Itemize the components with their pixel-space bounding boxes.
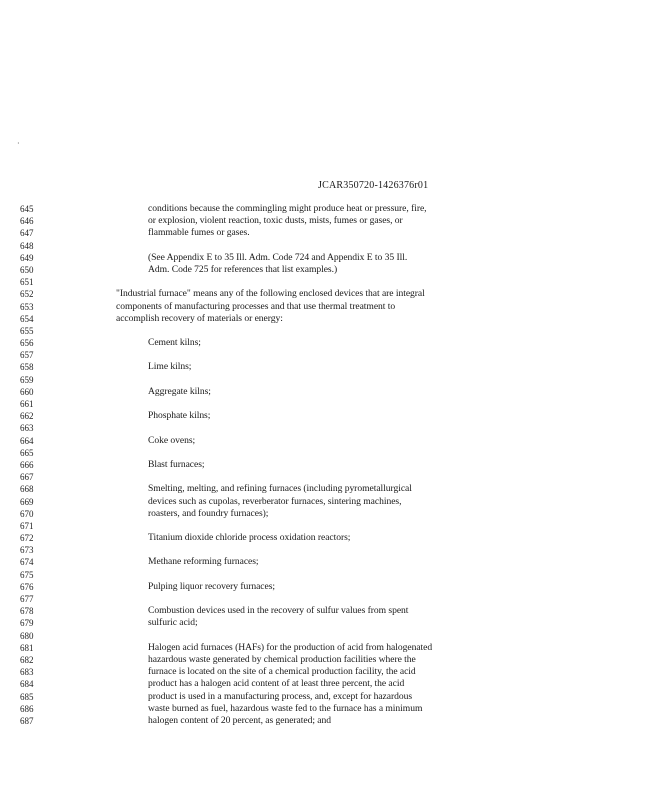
text-line	[0, 556, 671, 568]
line-number: 656	[20, 338, 34, 349]
text-line	[0, 569, 671, 581]
line-number: 682	[20, 654, 34, 665]
line-text: halogen content of 20 percent, as generated; and	[148, 714, 332, 726]
line-number: 664	[20, 435, 34, 446]
line-number: 661	[20, 399, 34, 409]
text-line	[0, 496, 671, 508]
line-number: 687	[20, 715, 34, 726]
line-text: Combustion devices used in the recovery of sulfur values from spent	[148, 605, 409, 617]
line-number: 677	[20, 594, 34, 604]
line-number: 680	[20, 630, 34, 641]
text-line	[0, 422, 671, 434]
line-number: 681	[20, 642, 34, 653]
text-line	[0, 459, 671, 471]
text-line	[0, 483, 671, 495]
line-text: Titanium dioxide chloride process oxidation reactors;	[148, 532, 351, 544]
text-line	[0, 301, 671, 313]
text-line	[0, 288, 671, 300]
line-text: furnace is located on the site of a chemical production facility, the acid	[148, 666, 416, 678]
text-line	[0, 666, 671, 678]
line-number: 655	[20, 325, 34, 336]
line-text: Phosphate kilns;	[148, 410, 211, 422]
line-text: roasters, and foundry furnaces);	[148, 507, 269, 519]
text-line	[0, 227, 671, 239]
line-number: 686	[20, 703, 34, 714]
text-line	[0, 374, 671, 386]
numbered-text-body	[0, 203, 671, 727]
line-text: accomplish recovery of materials or energy:	[116, 312, 283, 324]
line-text: sulfuric acid;	[148, 617, 198, 629]
line-text: "Industrial furnace" means any of the following enclosed devices that are integral	[116, 288, 425, 300]
line-text: waste burned as fuel, hazardous waste fed to the furnace has a minimum	[148, 702, 423, 714]
line-text: Aggregate kilns;	[148, 385, 211, 397]
text-line	[0, 532, 671, 544]
text-line	[0, 544, 671, 556]
line-text: product has a halogen acid content of at least three percent, the acid	[148, 678, 405, 690]
text-line	[0, 337, 671, 349]
text-line	[0, 313, 671, 325]
text-line	[0, 386, 671, 398]
line-number: 654	[20, 313, 34, 324]
text-line	[0, 471, 671, 483]
line-number: 659	[20, 374, 34, 385]
line-text: Adm. Code 725 for references that list examples.)	[148, 263, 338, 275]
text-line	[0, 642, 671, 654]
line-number: 668	[20, 484, 34, 495]
text-line	[0, 349, 671, 361]
document-id: JCAR350720-1426376r01	[318, 180, 429, 191]
text-line	[0, 410, 671, 422]
text-line	[0, 264, 671, 276]
line-text: components of manufacturing processes and that use thermal treatment to	[116, 300, 396, 312]
line-text: product is used in a manufacturing process, and, except for hazardous	[148, 690, 413, 702]
line-text: hazardous waste generated by chemical production facilities where the	[148, 653, 416, 665]
text-line	[0, 361, 671, 373]
line-text: Methane reforming furnaces;	[148, 556, 259, 568]
text-line	[0, 520, 671, 532]
text-line	[0, 203, 671, 215]
line-text: Halogen acid furnaces (HAFs) for the production of acid from halogenated	[148, 641, 433, 653]
line-number: 657	[20, 350, 34, 361]
line-number: 652	[20, 289, 34, 300]
text-line	[0, 691, 671, 703]
line-number: 669	[20, 496, 34, 507]
text-line	[0, 715, 671, 727]
line-text: Lime kilns;	[148, 361, 192, 373]
line-number: 672	[20, 533, 34, 544]
line-text: (See Appendix E to 35 Ill. Adm. Code 724 and Appendix E to 35 Ill.	[148, 251, 408, 263]
text-line	[0, 240, 671, 252]
text-line	[0, 276, 671, 288]
line-number: 678	[20, 606, 34, 617]
line-text: Blast furnaces;	[148, 458, 205, 470]
line-number: 647	[20, 228, 34, 239]
line-number: 646	[20, 216, 34, 227]
text-line	[0, 447, 671, 459]
line-text: Smelting, melting, and refining furnaces (including pyrometallurgical	[148, 483, 412, 495]
line-number: 658	[20, 362, 34, 373]
line-number: 653	[20, 301, 34, 312]
line-number: 679	[20, 618, 34, 629]
text-line	[0, 508, 671, 520]
line-number: 663	[20, 423, 34, 434]
line-text: Cement kilns;	[148, 337, 201, 349]
line-number: 667	[20, 472, 34, 483]
text-line	[0, 605, 671, 617]
line-number: 650	[20, 264, 34, 275]
text-line	[0, 252, 671, 264]
text-line	[0, 630, 671, 642]
text-line	[0, 678, 671, 690]
line-number: 662	[20, 411, 34, 422]
line-number: 676	[20, 581, 34, 592]
line-number: 683	[20, 667, 34, 678]
line-number: 651	[20, 277, 34, 288]
text-line	[0, 703, 671, 715]
line-number: 670	[20, 508, 34, 519]
line-number: 685	[20, 691, 34, 702]
line-text: flammable fumes or gases.	[148, 227, 250, 239]
line-text: or explosion, violent reaction, toxic dusts, mists, fumes or gases, or	[148, 215, 403, 227]
line-number: 649	[20, 252, 34, 263]
line-number: 674	[20, 557, 34, 568]
line-number: 684	[20, 679, 34, 690]
text-line	[0, 654, 671, 666]
text-line	[0, 593, 671, 605]
line-number: 666	[20, 459, 34, 470]
line-number: 660	[20, 386, 34, 397]
line-number: 648	[20, 240, 34, 251]
line-number: 645	[20, 204, 34, 214]
line-number: 665	[20, 447, 34, 458]
line-text: Coke ovens;	[148, 434, 196, 446]
line-text: Pulping liquor recovery furnaces;	[148, 580, 276, 592]
text-line	[0, 581, 671, 593]
text-line	[0, 617, 671, 629]
line-text: devices such as cupolas, reverberator furnaces, sintering machines,	[148, 495, 402, 507]
text-line	[0, 215, 671, 227]
text-line	[0, 435, 671, 447]
line-text: conditions because the commingling might produce heat or pressure, fire,	[148, 203, 427, 214]
line-number: 673	[20, 545, 34, 556]
text-line	[0, 398, 671, 410]
line-number: 675	[20, 569, 34, 580]
stray-mark: ·	[17, 139, 20, 148]
text-line	[0, 325, 671, 337]
line-number: 671	[20, 520, 34, 531]
